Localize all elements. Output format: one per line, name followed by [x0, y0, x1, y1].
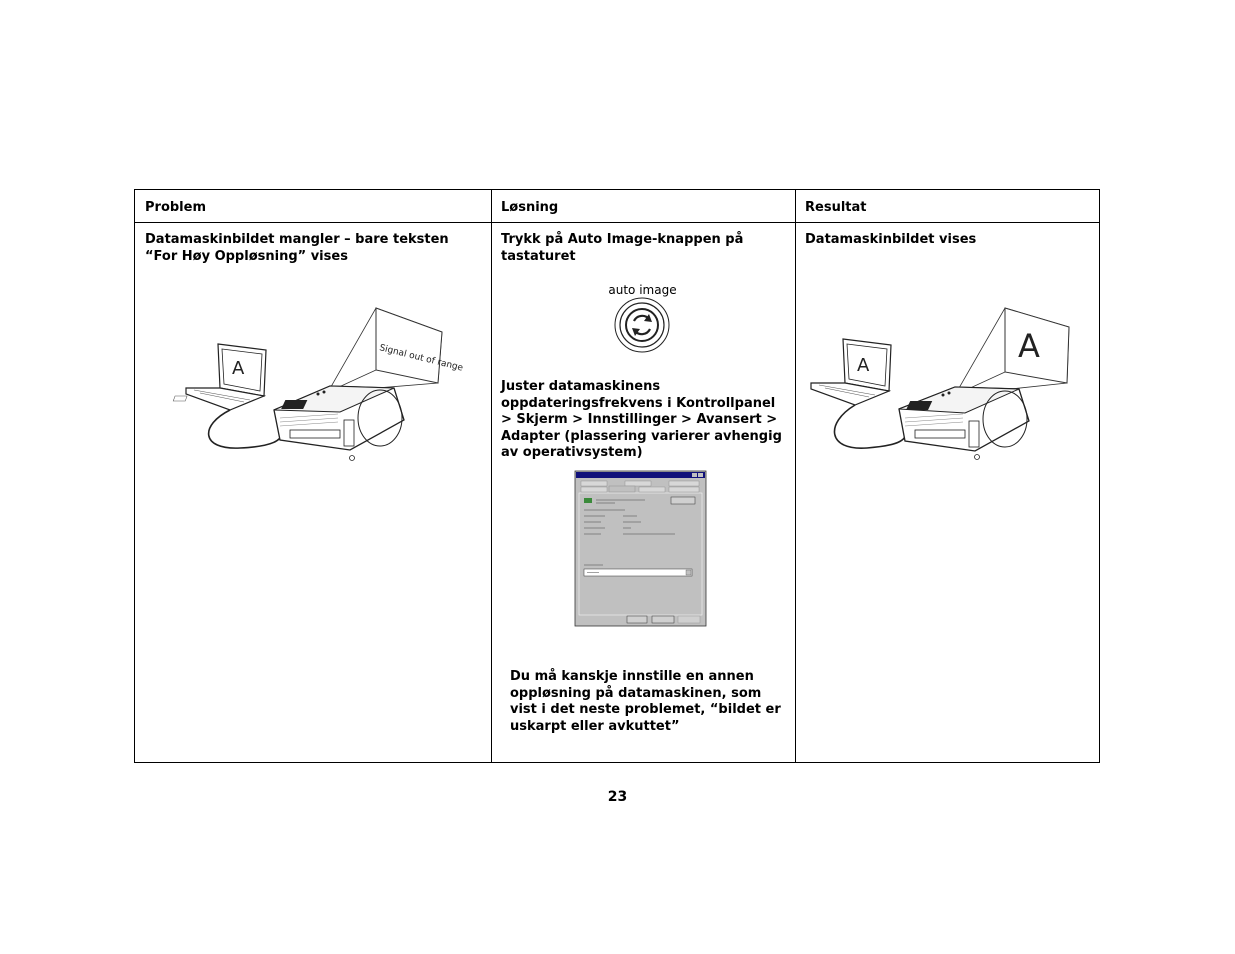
page-number: 23 [607, 789, 628, 805]
solution-step-2: Juster datamaskinens oppdateringsfrekvens i Kontrollpanel > Skjerm > Innstillinger > Avansert > Adapter (plassering varierer avhengig av operativsystem) [501, 379, 782, 460]
result-laptop-screen-letter: A [857, 355, 870, 376]
result-text: Datamaskinbildet vises [805, 232, 977, 247]
header-problem: Problem [145, 200, 206, 215]
projected-letter: A [1018, 327, 1040, 365]
header-result: Resultat [805, 200, 867, 215]
laptop-projector-image-shown-illustration [805, 305, 1075, 465]
header-divider [135, 222, 1099, 223]
auto-image-button-icon [612, 295, 672, 355]
laptop-screen-letter: A [232, 358, 245, 379]
projection-text: Signal out of range [378, 343, 464, 374]
solution-step-1: Trykk på Auto Image-knappen på tastaturet [501, 232, 744, 264]
header-solution: Løsning [501, 200, 559, 215]
display-properties-dialog [575, 471, 706, 626]
problem-text: Datamaskinbildet mangler – bare teksten “For Høy Oppløsning” vises [145, 232, 449, 264]
auto-image-label: auto image [608, 283, 677, 297]
column-divider-1 [491, 190, 492, 762]
laptop-projector-no-signal-illustration [180, 300, 464, 465]
column-divider-2 [795, 190, 796, 762]
solution-note: Du må kanskje innstille en annen oppløsning på datamaskinen, som vist i det neste problemet, “bildet er uskarpt eller avkuttet” [510, 669, 781, 734]
